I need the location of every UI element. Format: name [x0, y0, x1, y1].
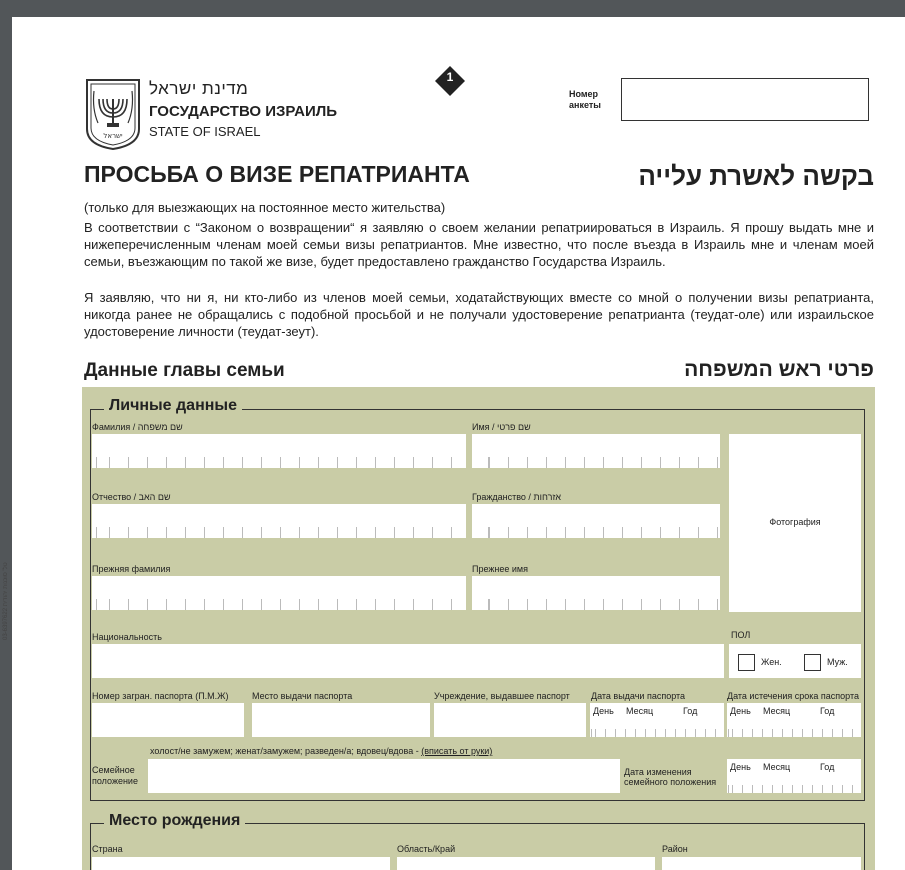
side-note: 03-6397622 טל' סוכנות יהודית [3, 562, 9, 640]
sex-label: ПОЛ [731, 630, 751, 640]
birth-country-field[interactable] [92, 857, 390, 870]
form-page [12, 17, 905, 870]
intro-paragraph-2: Я заявляю, что ни я, ни кто-либо из членов моей семьи, ходатайствующих вместе со мной о получении визы репатрианта, никогда ранее не обращались с подобной просьбой и не получали удостоверение репатрианта (теудат-оле) или израильское удостоверение личности (теудат-зеут). [84, 290, 874, 339]
issue-date-label: Дата выдачи паспорта [591, 691, 686, 701]
patronymic-label: Отчество / שם האב [92, 492, 171, 502]
nationality-label: Национальность [92, 632, 162, 642]
previous-surname-field[interactable] [92, 576, 466, 610]
female-label: Жен. [761, 657, 782, 667]
passport-office-label: Учреждение, выдавшее паспорт [434, 691, 570, 701]
marital-change-day-label: День [730, 762, 751, 772]
section-title-hebrew: פרטי ראש המשפחה [684, 358, 874, 381]
form-number-field[interactable] [621, 78, 869, 121]
issue-day-label: День [593, 706, 614, 716]
marital-change-label-line2: семейного положения [624, 777, 717, 787]
passport-office-field[interactable] [434, 703, 586, 737]
birth-district-label: Район [662, 844, 688, 854]
expiry-day-label: День [730, 706, 751, 716]
state-name-russian: ГОСУДАРСТВО ИЗРАИЛЬ [149, 103, 338, 120]
intro-paragraph-1: В соответствии с “Законом о возвращении“ я заявляю о своем желании репатриироваться в Израиль. Я прошу выдать мне и нижеперечисленным членам моей семьи визы репатриантов. Мне известно, что после въезда в Израиль мне и членам моей семьи, въезжающим по такой же визе, будет предоставлено гражданство Государства Израиль. [84, 220, 874, 269]
birth-region-field[interactable] [397, 857, 655, 870]
birth-district-field[interactable] [662, 857, 861, 870]
surname-label: Фамилия / שם משפחה [92, 422, 183, 432]
issue-month-label: Месяц [626, 706, 654, 716]
state-name-english: STATE OF ISRAEL [149, 124, 261, 139]
marital-options-text: холост/не замужем; женат/замужем; разведен/а; вдовец/вдова - [150, 746, 422, 756]
birth-region-label: Область/Край [397, 844, 456, 854]
marital-options [150, 746, 492, 756]
citizenship-field[interactable] [472, 504, 720, 538]
passport-number-field[interactable] [92, 703, 244, 737]
birth-place-legend: Место рождения [104, 812, 245, 830]
passport-number-label: Номер загран. паспорта (П.М.Ж) [92, 691, 229, 701]
marital-change-label-line1: Дата изменения [624, 767, 692, 777]
issue-year-label: Год [683, 706, 698, 716]
name-field[interactable] [472, 434, 720, 468]
marital-status-field[interactable] [148, 759, 620, 793]
birth-country-label: Страна [92, 844, 123, 854]
title-russian: ПРОСЬБА О ВИЗЕ РЕПАТРИАНТА [84, 161, 470, 187]
patronymic-field[interactable] [92, 504, 466, 538]
marital-change-month-label: Месяц [763, 762, 791, 772]
title-hebrew: בקשה לאשרת עלייה [638, 161, 874, 191]
emblem-text: ישראל [103, 132, 123, 140]
passport-place-label: Место выдачи паспорта [252, 691, 353, 701]
surname-field[interactable] [92, 434, 466, 468]
name-label: Имя / שם פרטי [472, 422, 531, 432]
state-name-hebrew: מדינת ישראל [149, 79, 249, 98]
form-number-label-line1: Номер [569, 89, 599, 99]
male-label: Муж. [827, 657, 848, 667]
marital-change-label [624, 767, 716, 787]
marital-status-label-line1: Семейное [92, 765, 135, 775]
marital-handwrite-note: (вписать от руки) [421, 746, 493, 756]
intro-subtitle: (только для выезжающих на постоянное место жительства) [84, 200, 446, 215]
male-checkbox[interactable] [804, 654, 821, 671]
marital-status-label [92, 765, 138, 787]
personal-data-legend: Личные данные [104, 397, 242, 415]
form-number-label-line2: анкеты [569, 100, 601, 110]
citizenship-label: Гражданство / אזרחות [472, 492, 562, 502]
previous-name-label: Прежнее имя [472, 564, 528, 574]
female-checkbox[interactable] [738, 654, 755, 671]
previous-surname-label: Прежняя фамилия [92, 564, 171, 574]
expiry-date-label: Дата истечения срока паспорта [727, 691, 859, 701]
form-number-label [569, 89, 601, 111]
nationality-field[interactable] [92, 644, 724, 678]
marital-change-year-label: Год [820, 762, 835, 772]
previous-name-field[interactable] [472, 576, 720, 610]
expiry-year-label: Год [820, 706, 835, 716]
head-of-family-panel [82, 387, 875, 870]
marital-status-label-line2: положение [92, 776, 138, 786]
state-emblem-icon [84, 77, 142, 151]
photo-label: Фотография [769, 517, 821, 527]
passport-place-field[interactable] [252, 703, 430, 737]
section-title-russian: Данные главы семьи [84, 360, 285, 381]
expiry-month-label: Месяц [763, 706, 791, 716]
page-number: 1 [446, 70, 454, 84]
